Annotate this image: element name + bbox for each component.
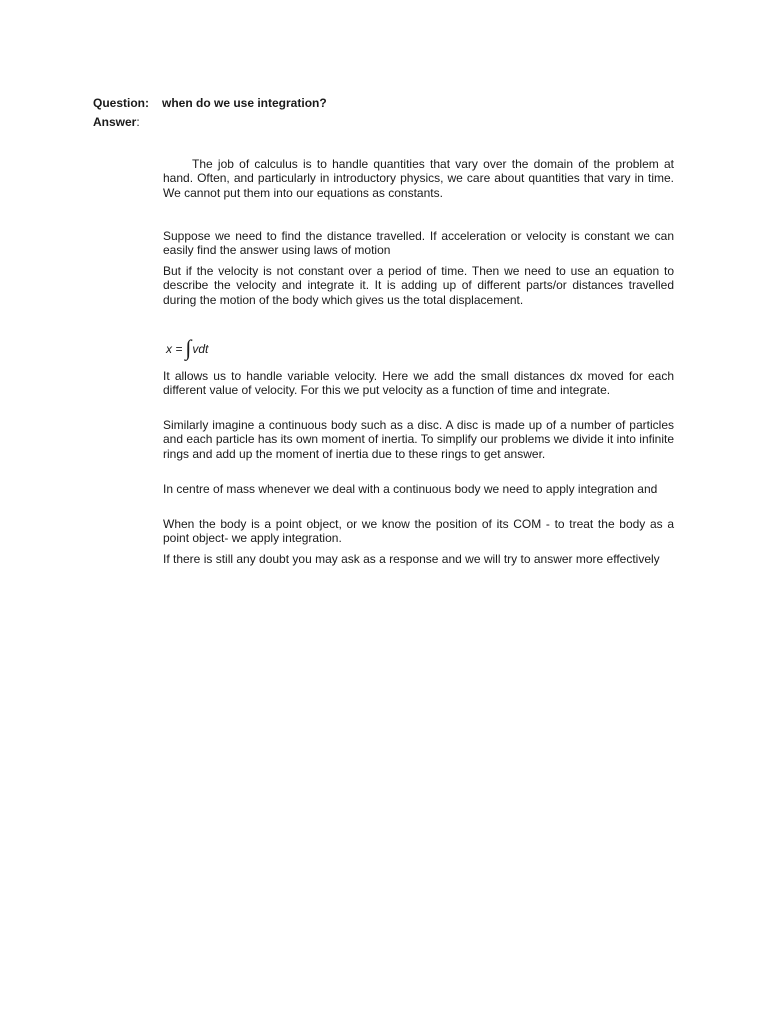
paragraph-text: When the body is a point object, or we know the position of its COM - to treat the body as a point object- we apply integration. [163,517,674,546]
question-label: Question: [93,96,149,110]
question-row [93,96,327,110]
paragraph-variable-velocity [163,264,674,307]
integral-sign: ∫ [185,335,192,360]
paragraph-closing [163,552,674,566]
answer-row [93,115,140,129]
paragraph-text: The job of calculus is to handle quantities that vary over the domain of the problem at hand. Often, and particularly in introductory physics, we care about quantities that vary in time. We cannot put them into our equations as constants. [163,157,674,200]
paragraph-text: Suppose we need to find the distance travelled. If acceleration or velocity is constant we can easily find the answer using laws of motion [163,229,674,258]
answer-label: Answer [93,115,137,129]
paragraph-text: Similarly imagine a continuous body such as a disc. A disc is made up of a number of particles and each particle has its own moment of inertia. To simplify our problems we divide it into infinite rings and add up the moment of inertia due to these rings to get answer. [163,418,674,461]
formula-rhs: vdt [192,342,209,356]
paragraph-centre-of-mass [163,482,674,496]
paragraph-text: It allows us to handle variable velocity. Here we add the small distances dx moved for each different value of velocity. For this we put velocity as a function of time and integrate. [163,369,674,398]
formula-lhs: x = [166,342,183,356]
paragraph-disc [163,418,674,461]
paragraph-calculus-intro [163,157,674,200]
answer-colon: : [136,115,140,129]
paragraph-text: In centre of mass whenever we deal with a continuous body we need to apply integration and [163,482,658,496]
question-text: when do we use integration? [162,96,327,110]
paragraph-text: But if the velocity is not constant over a period of time. Then we need to use an equation to describe the velocity and integrate it. It is adding up of different parts/or distances travelled during the motion of the body which gives us the total displacement. [163,264,674,307]
integral-formula [166,336,208,362]
paragraph-handle-velocity [163,369,674,398]
paragraph-point-object [163,517,674,546]
paragraph-distance [163,229,674,258]
paragraph-text: If there is still any doubt you may ask as a response and we will try to answer more effectively [163,552,660,566]
